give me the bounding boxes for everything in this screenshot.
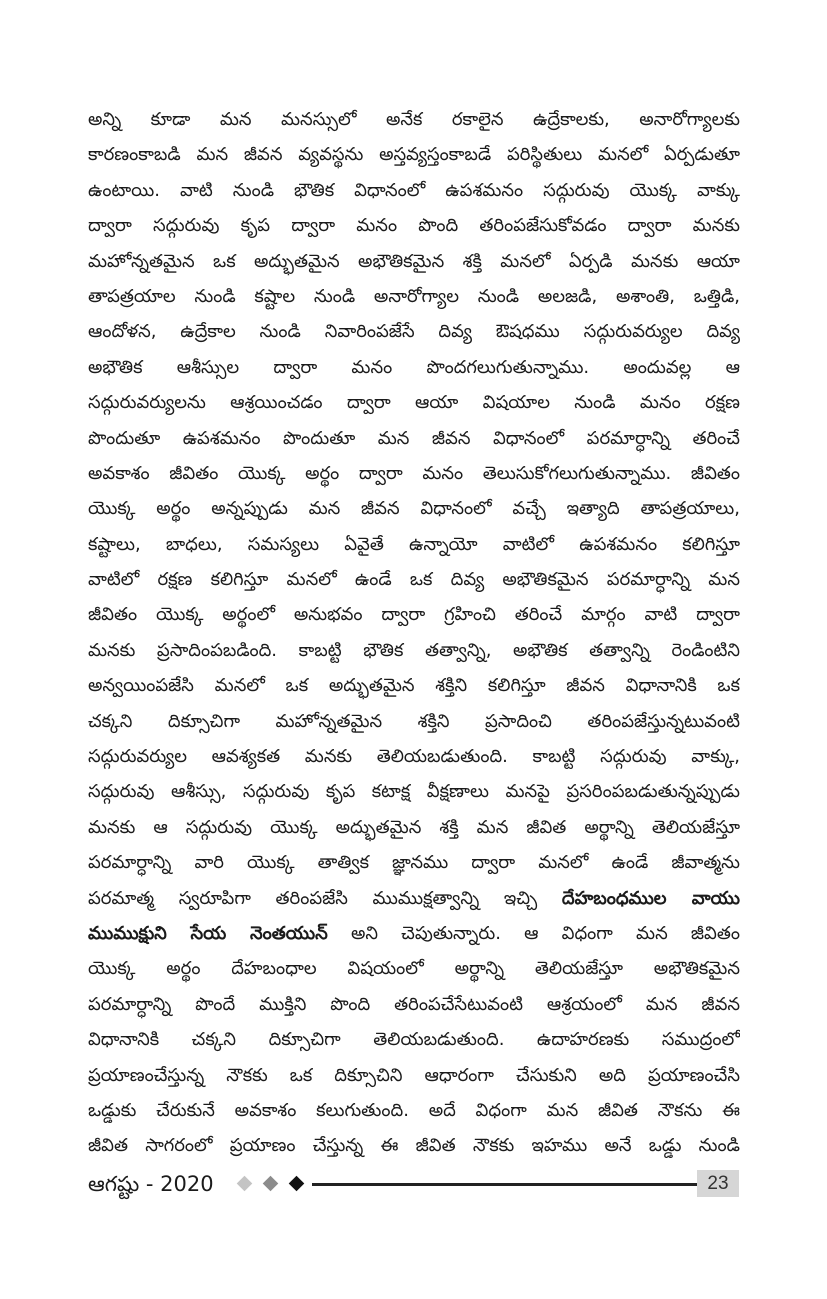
text-line: సద్గురువర్యులను ఆశ్రయించడం ద్వారా ఆయా విషయాల నుండి మనం రక్షణ: [88, 392, 740, 414]
text-line: వాటిలో రక్షణ కలిగిస్తూ మనలో ఉండే ఒక దివ్య అభౌతికమైన పరమార్ధాన్ని మన: [88, 569, 740, 591]
text-line: అవకాశం జీవితం యొక్క అర్థం ద్వారా మనం తెలుసుకోగలుగుతున్నాము. జీవితం: [88, 462, 740, 484]
text-segment: అని చెపుతున్నారు. ఆ విధంగా మన జీవితం: [350, 922, 740, 944]
text-line: ప్రయాణంచేస్తున్న నౌకకు ఒక దిక్సూచిని ఆధారంగా చేసుకుని అది ప్రయాణంచేసి: [88, 1064, 740, 1086]
text-segment: పరమాత్మ స్వరూపిగా తరింపజేసి ముముక్షత్వాన్ని ఇచ్చి: [88, 887, 538, 909]
text-line: అన్వయింపజేసి మనలో ఒక అద్భుతమైన శక్తిని కలిగిస్తూ జీవన విధానానికి ఒక: [88, 675, 740, 697]
text-line: ఆందోళన, ఉద్రేకాల నుండి నివారింపజేసే దివ్య ఔషధము సద్గురువర్యుల దివ్య: [88, 321, 740, 343]
text-line: సద్గురువర్యుల ఆవశ్యకత మనకు తెలియబడుతుంది. కాబట్టి సద్గురువు వాక్కు,: [88, 746, 740, 768]
bold-phrase: ముముక్షుని సేయ నెంతయున్: [88, 922, 328, 944]
text-line: జీవితం యొక్క అర్థంలో అనుభవం ద్వారా గ్రహించి తరించే మార్గం వాటి ద్వారా: [88, 604, 740, 626]
text-line: పొందుతూ ఉపశమనం పొందుతూ మన జీవన విధానంలో పరమార్ధాన్ని తరించే: [88, 427, 740, 449]
text-line: తాపత్రయాల నుండి కష్టాల నుండి అనారోగ్యాల నుండి అలజడి, అశాంతి, ఒత్తిడి,: [88, 285, 740, 307]
text-line: విధానానికి చక్కని దిక్సూచిగా తెలియబడుతుంది. ఉదాహరణకు సముద్రంలో: [88, 1029, 740, 1051]
diamond-icon: [263, 1176, 279, 1192]
text-line: మహోన్నతమైన ఒక అద్భుతమైన అభౌతికమైన శక్తి మనలో ఏర్పడి మనకు ఆయా: [88, 250, 740, 272]
text-line: [88, 881, 740, 916]
page-footer: [88, 1170, 740, 1198]
text-line: జీవిత సాగరంలో ప్రయాణం చేస్తున్న ఈ జీవిత నౌకకు ఇహము అనే ఒడ్డు నుండి: [88, 1135, 740, 1157]
text-line: యొక్క అర్థం దేహబంధాల విషయంలో అర్థాన్ని తెలియజేస్తూ అభౌతికమైన: [88, 958, 740, 980]
footer-rule: [312, 1183, 697, 1186]
text-line: ఉంటాయి. వాటి నుండి భౌతిక విధానంలో ఉపశమనం సద్గురువు యొక్క వాక్కు: [88, 179, 740, 201]
bold-phrase: దేహబంధముల వాయు: [561, 887, 740, 909]
text-line: ఒడ్డుకు చేరుకునే అవకాశం కలుగుతుంది. అదే విధంగా మన జీవిత నౌకను ఈ: [88, 1099, 740, 1121]
text-line: కారణంకాబడి మన జీవన వ్యవస్థను అస్తవ్యస్తంకాబడే పరిస్థితులు మనలో ఏర్పడుతూ: [88, 144, 740, 166]
text-line: అన్ని కూడా మన మనస్సులో అనేక రకాలైన ఉద్రేకాలకు, అనారోగ్యాలకు: [88, 109, 740, 130]
text-line: యొక్క అర్థం అన్నప్పుడు మన జీవన విధానంలో వచ్చే ఇత్యాది తాపత్రయాలు,: [88, 498, 740, 520]
diamond-icon: [237, 1176, 253, 1192]
text-line: పరమార్ధాన్ని వారి యొక్క తాత్విక జ్ఞానము ద్వారా మనలో ఉండే జీవాత్మను: [88, 852, 740, 874]
text-line: మనకు ప్రసాదింపబడింది. కాబట్టి భౌతిక తత్వాన్ని, అభౌతిక తత్వాన్ని రెండింటిని: [88, 639, 740, 661]
text-line: అభౌతిక ఆశీస్సుల ద్వారా మనం పొందగలుగుతున్నాము. అందువల్ల ఆ: [88, 356, 740, 378]
text-line: ద్వారా సద్గురువు కృప ద్వారా మనం పొంది తరింపజేసుకోవడం ద్వారా మనకు: [88, 215, 740, 237]
text-line: [88, 916, 740, 951]
text-line: కష్టాలు, బాధలు, సమస్యలు ఏవైతే ఉన్నాయో వాటిలో ఉపశమనం కలిగిస్తూ: [88, 533, 740, 555]
text-line: మనకు ఆ సద్గురువు యొక్క అద్భుతమైన శక్తి మన జీవిత అర్థాన్ని తెలియజేస్తూ: [88, 816, 740, 838]
text-line: చక్కని దిక్సూచిగా మహోన్నతమైన శక్తిని ప్రసాదించి తరింపజేస్తున్నటువంటి: [88, 710, 740, 732]
issue-date: ఆగష్టు - 2020: [88, 1172, 214, 1196]
text-line: పరమార్ధాన్ని పొందే ముక్తిని పొంది తరింపచేసేటువంటి ఆశ్రయంలో మన జీవన: [88, 993, 740, 1015]
diamond-icon: [289, 1176, 305, 1192]
text-line: సద్గురువు ఆశీస్సు, సద్గురువు కృప కటాక్ష వీక్షణాలు మనపై ప్రసరింపబడుతున్నప్పుడు: [88, 781, 740, 803]
article-body: [88, 102, 740, 1164]
page-number: 23: [697, 1170, 739, 1197]
